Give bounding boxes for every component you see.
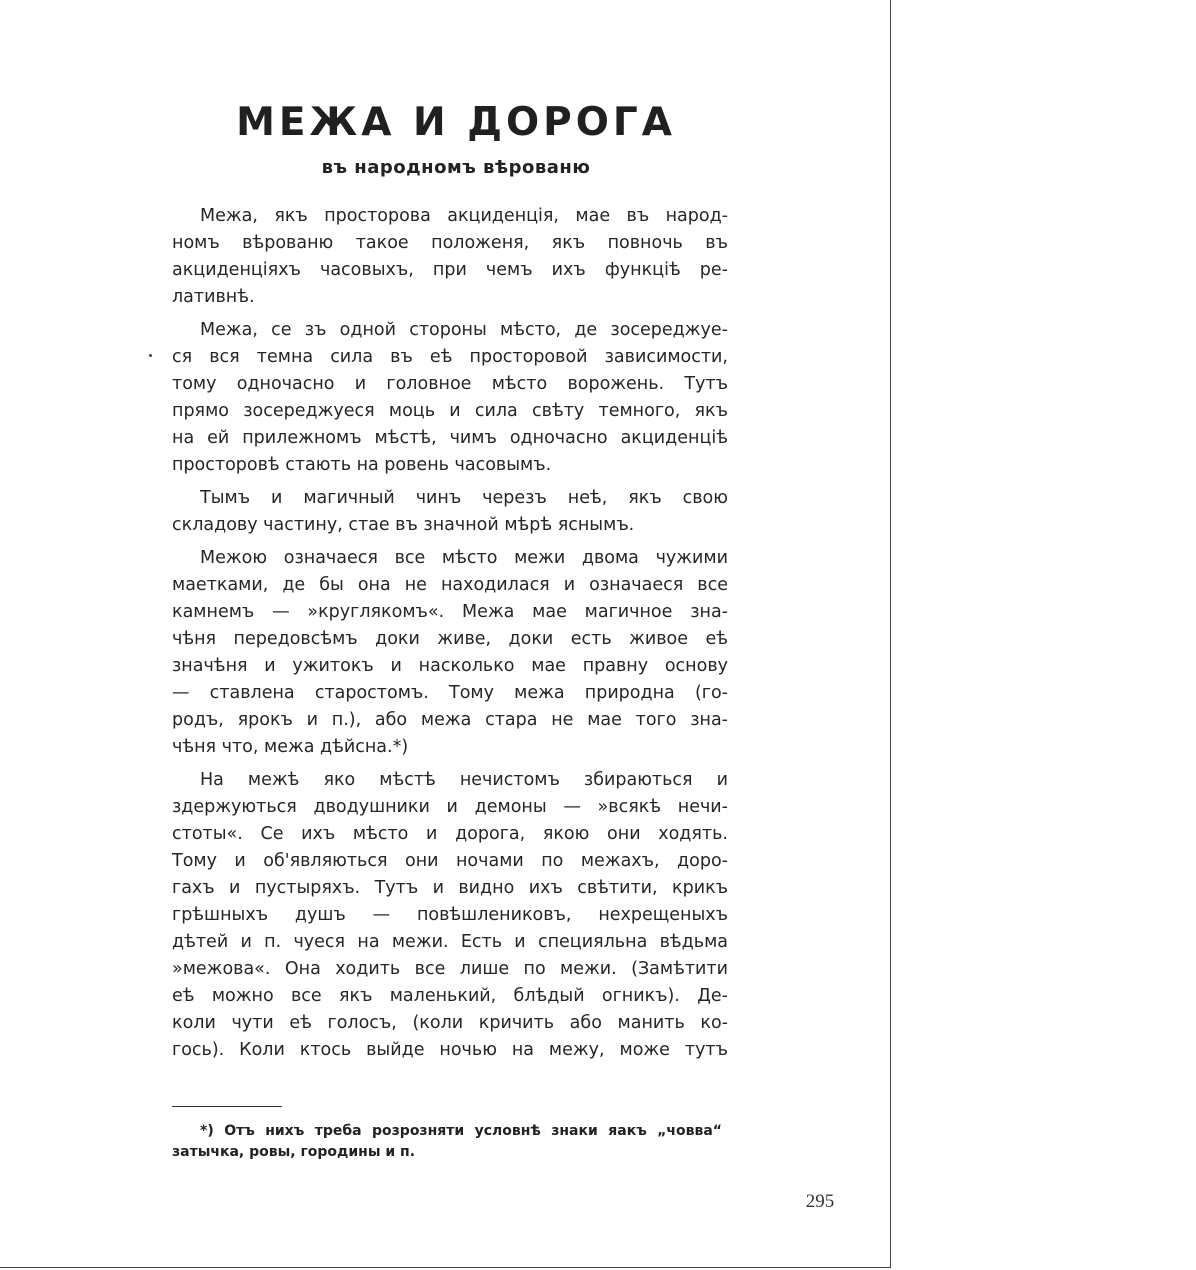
text-line: коли чути еѣ голосъ, (коли кричить або манить ко- — [172, 1013, 728, 1033]
text-line: камнемъ — »круглякомъ«. Межа мае магичное зна- — [172, 602, 728, 622]
print-speck — [149, 354, 152, 357]
paragraph — [172, 485, 728, 539]
text-line: гахъ и пустыряхъ. Тутъ и видно ихъ свѣтити, крикъ — [172, 878, 728, 898]
footnote-divider — [172, 1106, 282, 1107]
text-line: на ей прилежномъ мѣстѣ, чимъ одночасно акциденціѣ — [172, 428, 728, 448]
text-line: маетками, де бы она не находилася и означаеся все — [172, 575, 728, 595]
text-line: родъ, ярокъ и п.), або межа стара не мае того зна- — [172, 710, 728, 730]
text-line: просторовѣ стають на ровень часовымъ. — [172, 455, 552, 475]
text-line: На межѣ яко мѣстѣ нечистомъ збираються и — [200, 770, 728, 790]
text-line: Межою означаеся все мѣсто межи двома чужими — [200, 548, 728, 568]
text-line: дѣтей и п. чуеся на межи. Есть и специяльна вѣдьма — [172, 932, 728, 952]
text-line: акциденціяхъ часовыхъ, при чемъ ихъ функціѣ ре- — [172, 260, 728, 280]
text-line: здержуються дводушники и демоны — »всякѣ нечи- — [172, 797, 728, 817]
text-line: еѣ можно все якъ маленький, блѣдый огникъ). Де- — [172, 986, 728, 1006]
text-line: Тому и об'являються они ночами по межахъ, доро- — [172, 851, 728, 871]
text-line: значѣня и ужитокъ и насколько мае правну основу — [172, 656, 728, 676]
text-line: лативнѣ. — [172, 287, 255, 307]
page-number: 295 — [805, 1191, 835, 1212]
article-subtitle: въ народномъ вѣрованю — [321, 157, 591, 178]
text-line: гось). Коли ктось выйде ночью на межу, може тутъ — [172, 1040, 728, 1060]
text-line: Межа, се зъ одной стороны мѣсто, де зосереджуе- — [200, 320, 728, 340]
text-line: Тымъ и магичный чинъ черезъ неѣ, якъ свою — [200, 488, 728, 508]
text-line: Межа, якъ просторова акциденція, мае въ народ- — [200, 206, 728, 226]
footnote-line: *) Отъ нихъ треба розрозняти условнѣ знаки яакъ „човва“ — [200, 1123, 722, 1139]
text-line: чѣня что, межа дѣйсна.*) — [172, 737, 409, 757]
paragraph — [172, 203, 728, 311]
text-line: складову частину, стае въ значной мѣрѣ яснымъ. — [172, 515, 635, 535]
footnote — [172, 1121, 722, 1163]
text-line: ся вся темна сила въ еѣ просторовой зависимости, — [172, 347, 728, 367]
text-line: чѣня передовсѣмъ доки живе, доки есть живое еѣ — [172, 629, 728, 649]
text-line: стоты«. Се ихъ мѣсто и дорога, якою они ходять. — [172, 824, 728, 844]
paragraph — [172, 317, 728, 479]
paragraph — [172, 767, 728, 1064]
text-line: »межова«. Она ходить все лише по межи. (Замѣтити — [172, 959, 728, 979]
text-line: прямо зосереджуеся моць и сила свѣту темного, якъ — [172, 401, 728, 421]
text-line: номъ вѣрованю такое положеня, якъ повночь въ — [172, 233, 728, 253]
footnote-line: затычка, ровы, городины и п. — [172, 1144, 416, 1160]
text-line: грѣшныхъ душъ — повѣшлениковъ, нехрещеныхъ — [172, 905, 728, 925]
article-title: МЕЖА И ДОРОГА — [236, 100, 676, 145]
text-line: — ставлена старостомъ. Тому межа природна (го- — [172, 683, 728, 703]
text-line: тому одночасно и головное мѣсто ворожень. Тутъ — [172, 374, 728, 394]
article-body — [172, 203, 728, 1070]
paragraph — [172, 545, 728, 761]
